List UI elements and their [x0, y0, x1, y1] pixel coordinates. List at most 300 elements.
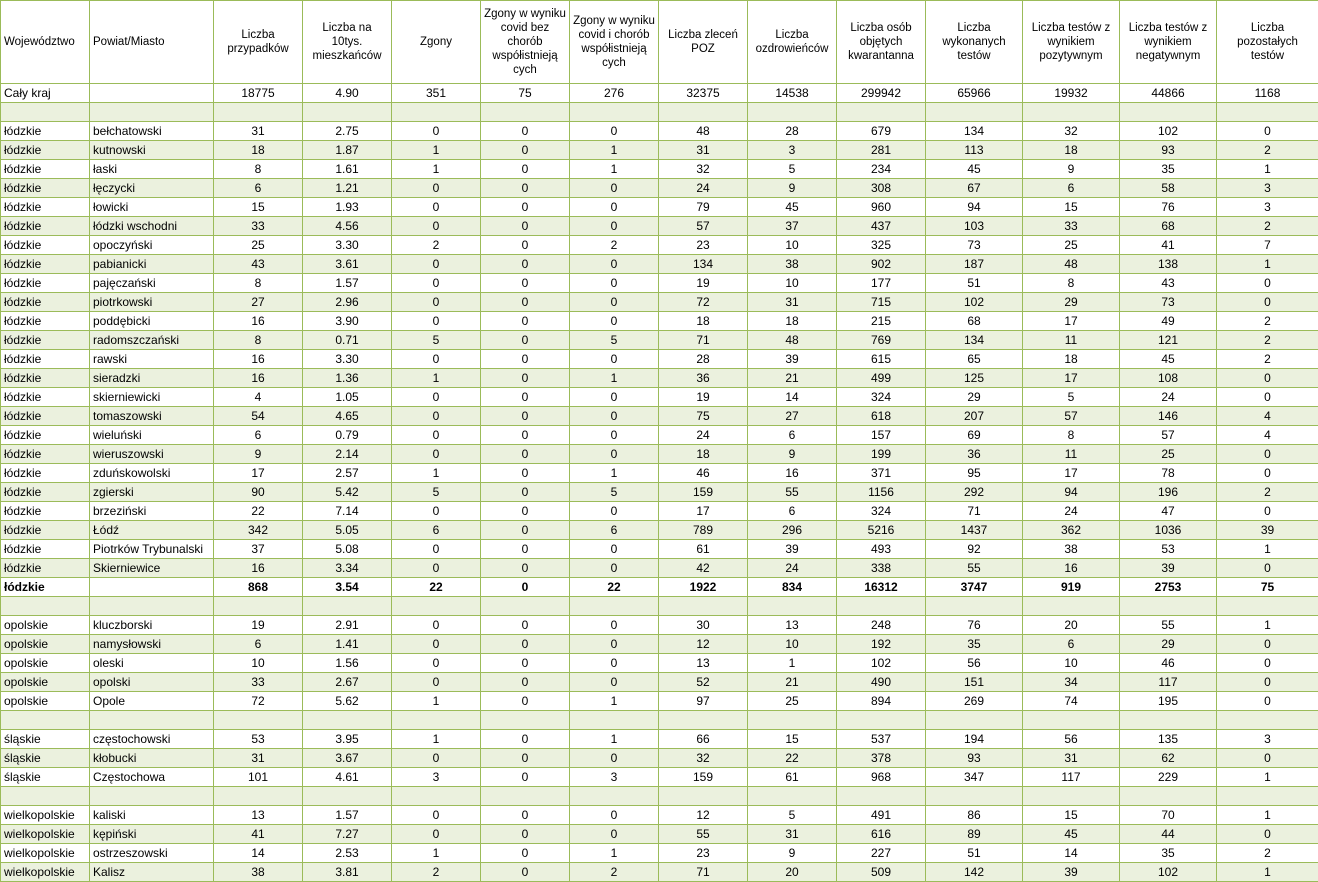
table-cell: 5	[1023, 388, 1120, 407]
table-cell: 4.61	[303, 768, 392, 787]
table-cell: 71	[926, 502, 1023, 521]
table-cell: 19932	[1023, 84, 1120, 103]
table-cell: 73	[926, 236, 1023, 255]
table-cell: 32	[659, 160, 748, 179]
table-cell: 2753	[1120, 578, 1217, 597]
table-cell: 1.05	[303, 388, 392, 407]
table-cell: 46	[1120, 654, 1217, 673]
spacer-row	[1, 597, 1318, 616]
table-cell: 22	[748, 749, 837, 768]
table-cell: 65966	[926, 84, 1023, 103]
table-cell: 16	[214, 559, 303, 578]
table-cell: 296	[748, 521, 837, 540]
table-cell	[926, 103, 1023, 122]
table-cell: wielkopolskie	[1, 863, 90, 882]
table-cell: 21	[748, 369, 837, 388]
table-cell: 3.81	[303, 863, 392, 882]
table-cell: 0	[392, 616, 481, 635]
table-cell: 351	[392, 84, 481, 103]
table-cell: 1	[570, 160, 659, 179]
table-cell: 20	[748, 863, 837, 882]
table-cell: 0	[481, 388, 570, 407]
table-cell: 0	[1217, 825, 1318, 844]
table-cell: 16312	[837, 578, 926, 597]
table-cell: 10	[214, 654, 303, 673]
table-cell	[1217, 711, 1318, 730]
table-cell: 4.56	[303, 217, 392, 236]
table-cell: 3	[1217, 730, 1318, 749]
column-header: Liczba osób objętych kwarantanna	[837, 1, 926, 84]
table-cell: 9	[748, 179, 837, 198]
table-cell: 108	[1120, 369, 1217, 388]
table-row	[1, 673, 1318, 692]
table-cell: 157	[837, 426, 926, 445]
table-cell: 3.54	[303, 578, 392, 597]
table-cell: 0	[392, 540, 481, 559]
table-cell: 215	[837, 312, 926, 331]
table-cell: łódzkie	[1, 312, 90, 331]
table-cell: 0	[392, 312, 481, 331]
table-cell: 28	[659, 350, 748, 369]
table-cell: 2.53	[303, 844, 392, 863]
table-cell: 6	[748, 502, 837, 521]
table-cell: 103	[926, 217, 1023, 236]
table-cell: 0	[570, 540, 659, 559]
table-cell: 31	[748, 825, 837, 844]
table-cell: 51	[926, 844, 1023, 863]
table-cell: 1	[392, 464, 481, 483]
table-cell: 0	[570, 312, 659, 331]
spacer-row	[1, 103, 1318, 122]
table-cell: 65	[926, 350, 1023, 369]
table-row	[1, 198, 1318, 217]
table-cell: 41	[1120, 236, 1217, 255]
table-cell	[570, 711, 659, 730]
table-cell: łódzkie	[1, 559, 90, 578]
table-cell	[837, 711, 926, 730]
table-cell: 362	[1023, 521, 1120, 540]
table-cell: 0	[481, 483, 570, 502]
table-cell: 1	[1217, 255, 1318, 274]
table-cell: 10	[1023, 654, 1120, 673]
table-cell: 3	[570, 768, 659, 787]
table-cell: 7.14	[303, 502, 392, 521]
table-cell: 3	[392, 768, 481, 787]
table-cell: 70	[1120, 806, 1217, 825]
table-cell: łódzkie	[1, 388, 90, 407]
table-cell	[659, 597, 748, 616]
table-cell: 57	[1120, 426, 1217, 445]
table-cell	[90, 578, 214, 597]
table-cell: 121	[1120, 331, 1217, 350]
table-cell: 27	[214, 293, 303, 312]
table-cell: 38	[748, 255, 837, 274]
table-cell: 1	[392, 160, 481, 179]
table-cell: 15	[214, 198, 303, 217]
table-cell: 0	[570, 407, 659, 426]
table-cell: kępiński	[90, 825, 214, 844]
table-cell: 0	[481, 578, 570, 597]
table-cell: łowicki	[90, 198, 214, 217]
table-cell: 43	[214, 255, 303, 274]
table-cell: 0	[570, 426, 659, 445]
table-cell: łódzkie	[1, 502, 90, 521]
table-cell: 0	[392, 806, 481, 825]
table-cell: 73	[1120, 293, 1217, 312]
table-cell: łódzkie	[1, 179, 90, 198]
table-cell: 117	[1023, 768, 1120, 787]
table-cell: 1.57	[303, 274, 392, 293]
table-cell: 5	[570, 331, 659, 350]
table-cell: 76	[1120, 198, 1217, 217]
table-row	[1, 730, 1318, 749]
table-cell: 19	[659, 388, 748, 407]
table-row	[1, 483, 1318, 502]
table-cell: 2.75	[303, 122, 392, 141]
table-cell: 15	[748, 730, 837, 749]
table-cell: 17	[659, 502, 748, 521]
table-cell: 94	[1023, 483, 1120, 502]
table-cell: 0	[392, 122, 481, 141]
table-cell: 3	[1217, 179, 1318, 198]
table-cell: 9	[1023, 160, 1120, 179]
table-cell: 3.34	[303, 559, 392, 578]
table-cell: 28	[748, 122, 837, 141]
table-cell: 5.05	[303, 521, 392, 540]
table-cell: łaski	[90, 160, 214, 179]
table-cell: 207	[926, 407, 1023, 426]
table-cell: 6	[1023, 635, 1120, 654]
table-cell: 16	[214, 312, 303, 331]
table-cell: 0	[570, 502, 659, 521]
table-cell: 834	[748, 578, 837, 597]
table-cell: 0	[392, 559, 481, 578]
table-cell: kłobucki	[90, 749, 214, 768]
table-cell: 0	[570, 122, 659, 141]
table-row	[1, 160, 1318, 179]
table-cell: 8	[214, 160, 303, 179]
table-cell: 1	[570, 730, 659, 749]
table-cell	[1217, 787, 1318, 806]
table-cell: 6	[214, 179, 303, 198]
table-cell: 18	[748, 312, 837, 331]
table-row	[1, 122, 1318, 141]
table-cell: 1922	[659, 578, 748, 597]
table-cell: 36	[926, 445, 1023, 464]
table-cell: 6	[214, 426, 303, 445]
table-cell: 1	[392, 730, 481, 749]
table-row	[1, 844, 1318, 863]
table-cell: 29	[1120, 635, 1217, 654]
table-cell: 42	[659, 559, 748, 578]
table-cell: rawski	[90, 350, 214, 369]
table-cell: 72	[659, 293, 748, 312]
table-cell: 5.42	[303, 483, 392, 502]
table-cell: 1	[1217, 768, 1318, 787]
table-cell: łódzkie	[1, 293, 90, 312]
table-cell: 0	[481, 426, 570, 445]
table-cell: 6	[570, 521, 659, 540]
table-cell: 22	[392, 578, 481, 597]
table-cell: poddębicki	[90, 312, 214, 331]
table-cell: namysłowski	[90, 635, 214, 654]
table-row	[1, 141, 1318, 160]
table-cell: radomszczański	[90, 331, 214, 350]
table-cell: 1	[1217, 616, 1318, 635]
table-cell: 159	[659, 483, 748, 502]
table-cell: 342	[214, 521, 303, 540]
table-cell: 117	[1120, 673, 1217, 692]
table-cell: 35	[1120, 844, 1217, 863]
table-cell	[481, 711, 570, 730]
table-cell: brzeziński	[90, 502, 214, 521]
table-cell: 4	[1217, 426, 1318, 445]
table-cell: 86	[926, 806, 1023, 825]
table-cell: 281	[837, 141, 926, 160]
table-cell: wielkopolskie	[1, 844, 90, 863]
table-cell: 1.61	[303, 160, 392, 179]
table-cell: 2.14	[303, 445, 392, 464]
table-cell: 76	[926, 616, 1023, 635]
table-cell: 0	[481, 198, 570, 217]
table-cell: 16	[214, 350, 303, 369]
table-cell: 0	[1217, 122, 1318, 141]
table-cell: 75	[659, 407, 748, 426]
table-cell: 248	[837, 616, 926, 635]
table-cell: 493	[837, 540, 926, 559]
table-cell: 52	[659, 673, 748, 692]
table-cell: 0	[481, 806, 570, 825]
table-cell: 39	[748, 540, 837, 559]
table-cell: 1	[1217, 806, 1318, 825]
table-cell: 196	[1120, 483, 1217, 502]
table-cell: 0	[1217, 464, 1318, 483]
table-row	[1, 255, 1318, 274]
table-cell: 44866	[1120, 84, 1217, 103]
table-cell: 62	[1120, 749, 1217, 768]
table-cell: 78	[1120, 464, 1217, 483]
table-cell: 1168	[1217, 84, 1318, 103]
table-cell	[837, 103, 926, 122]
table-cell: 41	[214, 825, 303, 844]
table-cell: łódzkie	[1, 141, 90, 160]
table-cell: 715	[837, 293, 926, 312]
table-cell: 0	[570, 293, 659, 312]
table-cell: 24	[1023, 502, 1120, 521]
table-cell	[392, 597, 481, 616]
table-cell: 1	[570, 692, 659, 711]
table-cell: 338	[837, 559, 926, 578]
table-cell	[214, 787, 303, 806]
table-cell: 0	[1217, 502, 1318, 521]
table-cell: 31	[214, 749, 303, 768]
table-cell: łęczycki	[90, 179, 214, 198]
table-cell: 0	[481, 464, 570, 483]
table-cell: 10	[748, 236, 837, 255]
table-cell: 6	[214, 635, 303, 654]
table-cell	[659, 103, 748, 122]
table-cell: 5.62	[303, 692, 392, 711]
table-row	[1, 217, 1318, 236]
table-cell: 0	[1217, 445, 1318, 464]
table-cell: 0	[392, 502, 481, 521]
table-cell: 1.36	[303, 369, 392, 388]
table-cell: 0	[570, 749, 659, 768]
table-cell: 0	[481, 293, 570, 312]
table-cell: 679	[837, 122, 926, 141]
table-cell: 18775	[214, 84, 303, 103]
table-cell: 537	[837, 730, 926, 749]
table-row	[1, 274, 1318, 293]
table-cell: 24	[748, 559, 837, 578]
table-cell: 1	[392, 844, 481, 863]
table-cell: 3.30	[303, 236, 392, 255]
table-cell: 0	[1217, 559, 1318, 578]
table-cell: 32375	[659, 84, 748, 103]
table-cell	[303, 711, 392, 730]
table-cell: 1156	[837, 483, 926, 502]
table-cell: 24	[659, 426, 748, 445]
spacer-row	[1, 787, 1318, 806]
table-cell: 4.90	[303, 84, 392, 103]
table-cell: opolskie	[1, 654, 90, 673]
table-cell	[214, 711, 303, 730]
table-cell: 151	[926, 673, 1023, 692]
table-cell: 0	[570, 616, 659, 635]
table-cell: 39	[1120, 559, 1217, 578]
table-cell: 1	[392, 369, 481, 388]
table-cell: 94	[926, 198, 1023, 217]
table-cell: 0	[392, 217, 481, 236]
table-cell: 2	[1217, 483, 1318, 502]
table-cell: 13	[659, 654, 748, 673]
table-cell: 14538	[748, 84, 837, 103]
table-cell	[1120, 711, 1217, 730]
table-cell: 8	[1023, 274, 1120, 293]
table-cell: 19	[214, 616, 303, 635]
table-cell: 14	[748, 388, 837, 407]
table-row	[1, 540, 1318, 559]
table-cell: 138	[1120, 255, 1217, 274]
table-cell: 1.56	[303, 654, 392, 673]
table-cell: 15	[1023, 806, 1120, 825]
table-cell: wieruszowski	[90, 445, 214, 464]
table-cell: 187	[926, 255, 1023, 274]
table-cell: 58	[1120, 179, 1217, 198]
column-header: Zgony w wyniku covid bez chorób współistnieją cych	[481, 1, 570, 84]
table-cell: łódzkie	[1, 483, 90, 502]
total-row	[1, 84, 1318, 103]
table-cell: 25	[1120, 445, 1217, 464]
table-cell: 0	[1217, 673, 1318, 692]
table-cell	[392, 711, 481, 730]
table-cell: 177	[837, 274, 926, 293]
table-cell: opolskie	[1, 616, 90, 635]
table-cell: 3.67	[303, 749, 392, 768]
table-cell: 868	[214, 578, 303, 597]
table-cell: 17	[214, 464, 303, 483]
table-cell: 18	[214, 141, 303, 160]
table-cell: pabianicki	[90, 255, 214, 274]
table-cell: 1036	[1120, 521, 1217, 540]
table-cell: 2.96	[303, 293, 392, 312]
table-cell	[926, 597, 1023, 616]
table-cell: 2	[1217, 844, 1318, 863]
table-cell: 325	[837, 236, 926, 255]
table-cell: łódzkie	[1, 578, 90, 597]
table-cell	[392, 787, 481, 806]
table-cell: 0	[1217, 635, 1318, 654]
table-cell: 44	[1120, 825, 1217, 844]
table-cell: 3	[1217, 198, 1318, 217]
table-cell: 0	[481, 369, 570, 388]
table-cell: 14	[1023, 844, 1120, 863]
table-cell: bełchatowski	[90, 122, 214, 141]
table-cell: kaliski	[90, 806, 214, 825]
table-cell: 39	[748, 350, 837, 369]
table-cell: 14	[214, 844, 303, 863]
table-cell: 0	[1217, 369, 1318, 388]
table-cell: 27	[748, 407, 837, 426]
table-cell: łódzkie	[1, 369, 90, 388]
table-cell: 0	[481, 654, 570, 673]
table-cell: 61	[659, 540, 748, 559]
column-header: Liczba przypadków	[214, 1, 303, 84]
table-cell: opolskie	[1, 692, 90, 711]
table-cell: 25	[1023, 236, 1120, 255]
table-cell: 509	[837, 863, 926, 882]
table-cell: kutnowski	[90, 141, 214, 160]
table-cell: 19	[659, 274, 748, 293]
table-cell: 16	[1023, 559, 1120, 578]
table-cell: 37	[214, 540, 303, 559]
table-cell: 1	[570, 369, 659, 388]
table-cell: 21	[748, 673, 837, 692]
table-cell: 3.95	[303, 730, 392, 749]
table-cell: 0	[570, 673, 659, 692]
table-cell: 2.91	[303, 616, 392, 635]
table-cell: 13	[748, 616, 837, 635]
table-cell: 2	[392, 236, 481, 255]
table-cell: 308	[837, 179, 926, 198]
table-cell: łódzkie	[1, 521, 90, 540]
table-row	[1, 445, 1318, 464]
column-header: Zgony	[392, 1, 481, 84]
table-cell: łódzkie	[1, 445, 90, 464]
table-cell: 49	[1120, 312, 1217, 331]
table-cell: zgierski	[90, 483, 214, 502]
table-cell: 34	[1023, 673, 1120, 692]
table-cell: 10	[748, 274, 837, 293]
table-row	[1, 635, 1318, 654]
table-cell: skierniewicki	[90, 388, 214, 407]
table-cell: 0	[481, 844, 570, 863]
table-body	[1, 84, 1318, 882]
column-header: Województwo	[1, 1, 90, 84]
table-cell: 43	[1120, 274, 1217, 293]
table-cell: 0	[481, 749, 570, 768]
table-cell: śląskie	[1, 749, 90, 768]
table-cell: 0	[1217, 749, 1318, 768]
table-cell: 1	[1217, 863, 1318, 882]
table-cell: 919	[1023, 578, 1120, 597]
column-header: Liczba zleceń POZ	[659, 1, 748, 84]
table-cell: 1	[392, 141, 481, 160]
table-cell: 347	[926, 768, 1023, 787]
table-cell: 17	[1023, 369, 1120, 388]
table-cell: 0	[481, 616, 570, 635]
table-cell: 8	[1023, 426, 1120, 445]
